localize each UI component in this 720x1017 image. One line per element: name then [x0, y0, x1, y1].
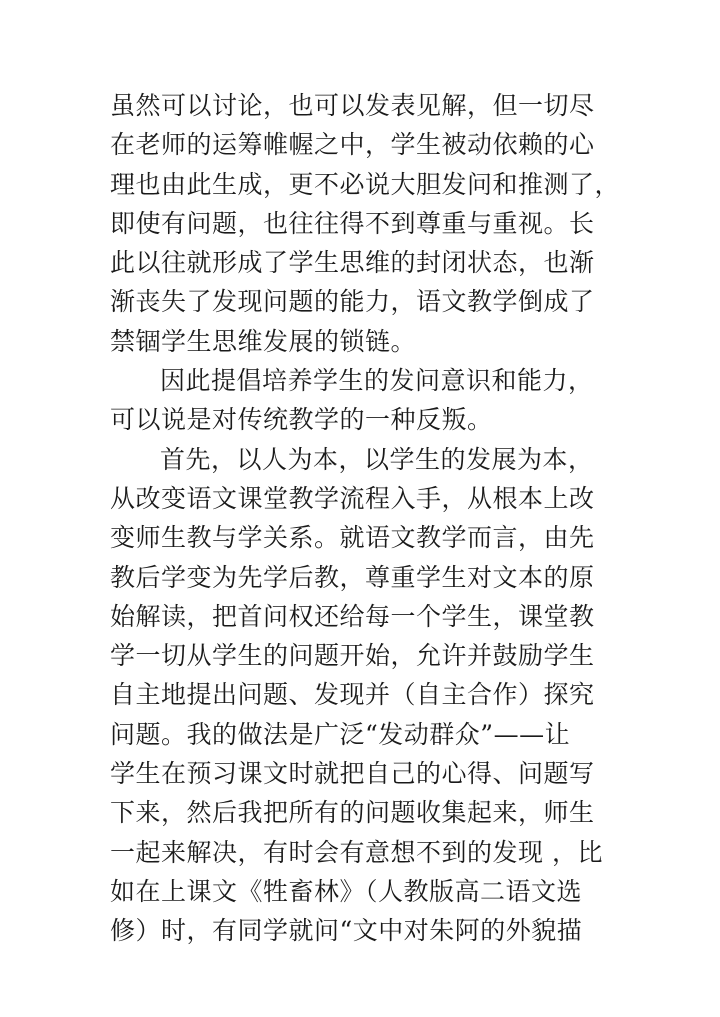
text-line: 如在上课文《牲畜林》（人教版高二语文选 — [110, 876, 583, 906]
text-line: 问题。我的做法是广泛“发动群众”——让 — [110, 719, 571, 749]
text-line: 渐丧失了发现问题的能力，语文教学倒成了 — [110, 287, 595, 317]
text-line: 自主地提出问题、发现并（自主合作）探究 — [110, 680, 595, 710]
text-line: 学生在预习课文时就把自己的心得、问题写 — [110, 759, 595, 789]
text-line: 此以往就形成了学生思维的封闭状态，也渐 — [110, 248, 595, 278]
text-line: 可以说是对传统教学的一种反叛。 — [110, 405, 493, 435]
text-line: 禁锢学生思维发展的锁链。 — [110, 326, 417, 356]
text-line: 修）时，有同学就问“文中对朱阿的外貌描 — [110, 916, 583, 946]
body-text — [110, 86, 670, 951]
text-line: 从改变语文课堂教学流程入手，从根本上改 — [110, 483, 595, 513]
text-line: 下来，然后我把所有的问题收集起来，师生 — [110, 798, 595, 828]
text-line: 即使有问题，也往往得不到尊重与重视。长 — [110, 208, 595, 238]
text-line: 教后学变为先学后教，尊重学生对文本的原 — [110, 562, 595, 592]
text-line: 变师生教与学关系。就语文教学而言，由先 — [110, 523, 595, 553]
text-line: 学一切从学生的问题开始，允许并鼓励学生 — [110, 641, 595, 671]
text-line: 虽然可以讨论，也可以发表见解，但一切尽 — [110, 91, 595, 120]
text-line: 一起来解决，有时会有意想不到的发现 ，比 — [110, 837, 603, 867]
text-line: 理也由此生成，更不必说大胆发问和推测了， — [110, 169, 621, 199]
text-line: 在老师的运筹帷幄之中，学生被动依赖的心 — [110, 130, 595, 160]
text-line: 首先，以人为本，以学生的发展为本， — [160, 444, 594, 474]
text-line: 因此提倡培养学生的发问意识和能力， — [160, 366, 594, 396]
text-line: 始解读，把首问权还给每一个学生，课堂教 — [110, 601, 595, 631]
